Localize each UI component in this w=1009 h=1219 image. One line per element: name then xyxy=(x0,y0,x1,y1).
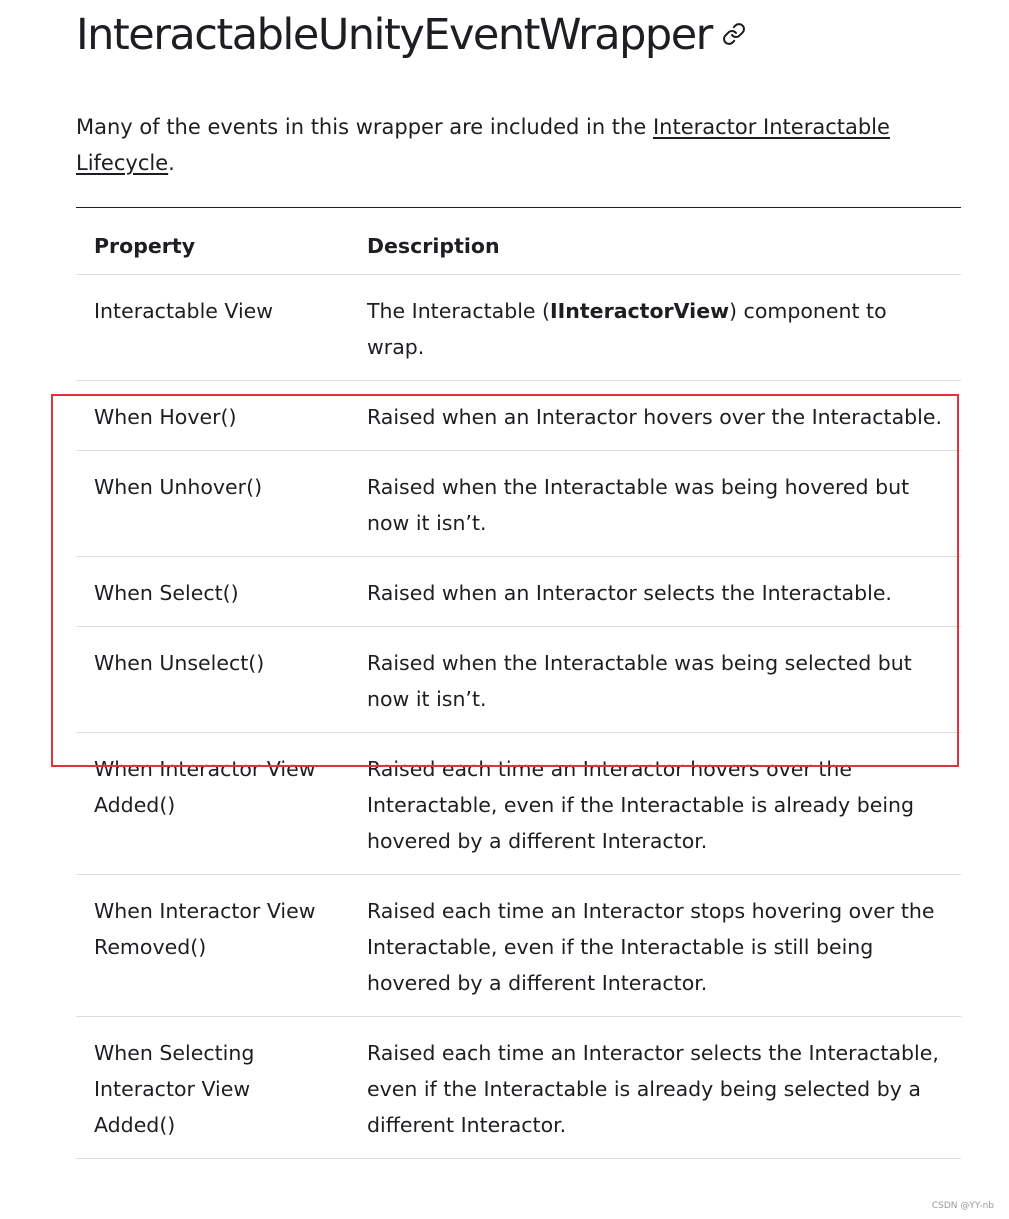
table-header-row xyxy=(76,208,961,275)
description-cell xyxy=(349,275,961,381)
property-cell: When Selecting Interactor View Added() xyxy=(76,1017,349,1159)
description-cell: Raised each time an Interactor stops hovering over the Interactable, even if the Interactable is still being hovered by a different Interactor. xyxy=(349,875,961,1017)
lifecycle-link[interactable]: Interactor Interactable Lifecycle xyxy=(76,115,890,175)
header-description: Description xyxy=(349,208,961,275)
page-title xyxy=(76,6,746,64)
intro-period: . xyxy=(168,151,175,175)
table-row xyxy=(76,275,961,381)
description-cell: Raised when the Interactable was being hovered but now it isn’t. xyxy=(349,451,961,557)
page-title-text: InteractableUnityEventWrapper xyxy=(76,10,712,60)
description-text: The Interactable ( xyxy=(367,299,551,323)
table-row xyxy=(76,381,961,451)
table-row xyxy=(76,1017,961,1159)
intro-paragraph xyxy=(76,109,956,181)
description-text: ) component to wrap. xyxy=(367,299,887,359)
header-property: Property xyxy=(76,208,349,275)
table-row xyxy=(76,451,961,557)
table-row xyxy=(76,627,961,733)
description-cell: Raised when an Interactor hovers over the Interactable. xyxy=(349,381,961,451)
properties-table xyxy=(76,207,961,1159)
table-row xyxy=(76,557,961,627)
description-cell: Raised each time an Interactor selects the Interactable, even if the Interactable is already being selected by a different Interactor. xyxy=(349,1017,961,1159)
type-name: IInteractorView xyxy=(550,299,730,323)
property-cell: When Hover() xyxy=(76,381,349,451)
intro-text: Many of the events in this wrapper are included in the xyxy=(76,115,653,139)
description-cell: Raised each time an Interactor hovers over the Interactable, even if the Interactable is already being hovered by a different Interactor. xyxy=(349,733,961,875)
property-cell: When Select() xyxy=(76,557,349,627)
table-row xyxy=(76,733,961,875)
property-cell: Interactable View xyxy=(76,275,349,381)
description-cell: Raised when the Interactable was being selected but now it isn’t. xyxy=(349,627,961,733)
table-row xyxy=(76,875,961,1017)
watermark: CSDN @YY-nb xyxy=(931,1201,994,1211)
property-cell: When Interactor View Added() xyxy=(76,733,349,875)
property-cell: When Interactor View Removed() xyxy=(76,875,349,1017)
property-cell: When Unselect() xyxy=(76,627,349,733)
link-icon[interactable] xyxy=(722,22,746,46)
property-cell: When Unhover() xyxy=(76,451,349,557)
description-cell: Raised when an Interactor selects the Interactable. xyxy=(349,557,961,627)
